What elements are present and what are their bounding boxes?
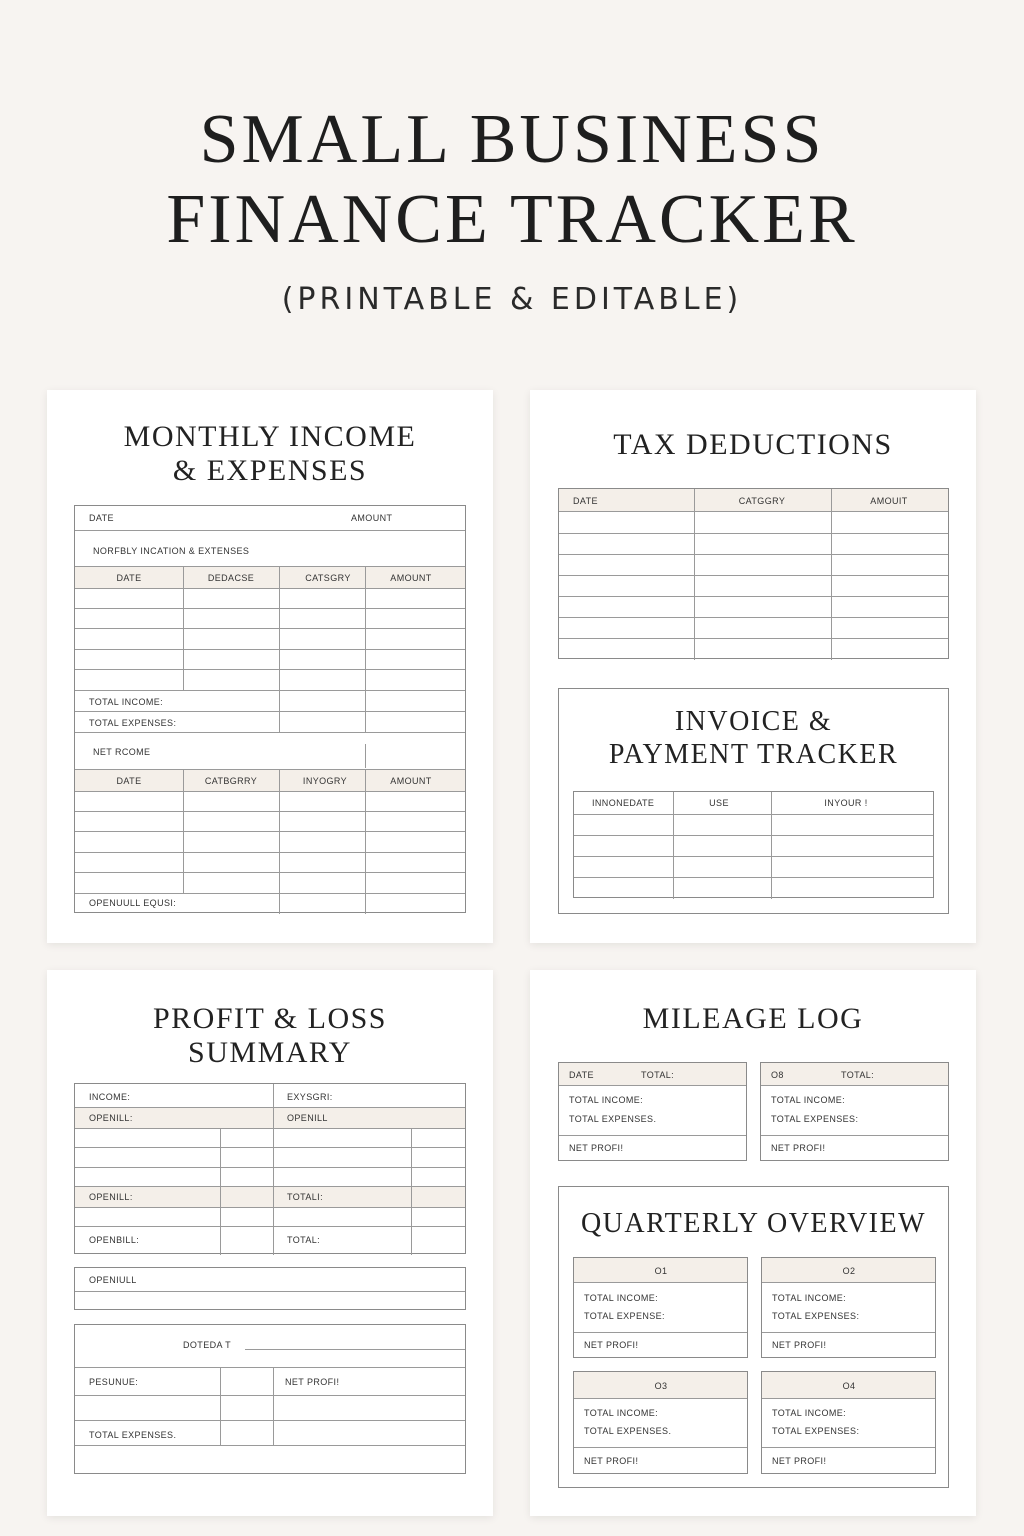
quarter-box-q4 <box>761 1371 936 1474</box>
q4-label: O4 <box>842 1381 856 1391</box>
main-title <box>0 0 1024 260</box>
pl-total-expenses: TOTAL EXPENSES. <box>89 1430 177 1440</box>
quarter-box-q2 <box>761 1257 936 1358</box>
invoice-table <box>573 791 934 898</box>
pl-openill-c: OPENILL: <box>89 1192 133 1202</box>
q1-income: TOTAL INCOME: <box>584 1293 659 1303</box>
invoice-header-amount: INYOUR ! <box>824 798 868 808</box>
q1-net: NET PROFI! <box>584 1340 639 1350</box>
net-income-label: NET RCOME <box>93 747 151 757</box>
section-label: NORFBLY INCATION & EXTENSES <box>93 546 250 556</box>
footer-label: OPENUULL EQUSI: <box>89 898 177 908</box>
page-title-mileage-log: MILEAGE LOG <box>642 1002 864 1035</box>
income-expenses-table <box>74 505 466 913</box>
t2-header-date: DATE <box>116 776 142 786</box>
mileage-right-expenses: TOTAL EXPENSES: <box>771 1114 859 1124</box>
quarterly-overview-box <box>558 1186 949 1488</box>
total-expenses-label: TOTAL EXPENSES: <box>89 718 177 728</box>
t1-header-date: DATE <box>116 573 142 583</box>
mileage-right-h2: TOTAL: <box>841 1070 875 1080</box>
main-title-line2: FINANCE TRACKER <box>166 181 858 258</box>
q3-label: O3 <box>654 1381 668 1391</box>
quarter-box-q1 <box>573 1257 748 1358</box>
q4-net: NET PROFI! <box>772 1456 827 1466</box>
mileage-left-box <box>558 1062 747 1161</box>
page-tax-invoice <box>530 390 976 943</box>
subtitle: (PRINTABLE & EDITABLE) <box>281 282 743 317</box>
invoice-title-line2: PAYMENT TRACKER <box>608 739 899 770</box>
tax-header-category: CATGGRY <box>738 496 786 506</box>
q1-label: O1 <box>654 1266 668 1276</box>
total-income-label: TOTAL INCOME: <box>89 697 164 707</box>
mileage-right-income: TOTAL INCOME: <box>771 1095 846 1105</box>
pl-net-profit: NET PROFI! <box>285 1377 340 1387</box>
mileage-right-net: NET PROFI! <box>771 1143 826 1153</box>
t1-header-amount: AMOUNT <box>390 573 432 583</box>
mileage-right-box <box>760 1062 949 1161</box>
t2-header-category: CATBGRRY <box>204 776 258 786</box>
invoice-header-date: INNONEDATE <box>592 798 655 808</box>
page-mileage-quarterly <box>530 970 976 1516</box>
q3-net: NET PROFI! <box>584 1456 639 1466</box>
t1-header-dedacse: DEDACSE <box>207 573 255 583</box>
pl-lower-block <box>74 1324 466 1474</box>
pl-income-label: INCOME: <box>89 1092 131 1102</box>
page-title-profit-loss <box>47 1002 493 1070</box>
pl-doteda: DOTEDA T <box>183 1340 232 1350</box>
page-profit-loss <box>47 970 493 1516</box>
pl-openill-b: OPENILL <box>287 1113 328 1123</box>
mileage-right-h1: O8 <box>771 1070 784 1080</box>
q1-expenses: TOTAL EXPENSE: <box>584 1311 665 1321</box>
pl-openill-a: OPENILL: <box>89 1113 133 1123</box>
tax-deductions-table <box>558 488 949 659</box>
page-title-income-expenses <box>47 420 493 488</box>
mileage-left-expenses: TOTAL EXPENSES. <box>569 1114 657 1124</box>
pl-upper-block <box>74 1083 466 1254</box>
pl-total-a: TOTALI: <box>287 1192 323 1202</box>
pl-pesunue: PESUNUE: <box>89 1377 139 1387</box>
invoice-title-line1: INVOICE & <box>674 706 833 737</box>
pl-title-line1: PROFIT & LOSS <box>152 1002 387 1035</box>
top-date-label: DATE <box>89 513 114 523</box>
q2-expenses: TOTAL EXPENSES: <box>772 1311 860 1321</box>
tax-header-amount: AMOUIT <box>870 496 908 506</box>
title-line2: & EXPENSES <box>172 454 368 487</box>
invoice-header-use: USE <box>709 798 729 808</box>
mileage-left-h2: TOTAL: <box>641 1070 675 1080</box>
q2-income: TOTAL INCOME: <box>772 1293 847 1303</box>
mileage-left-net: NET PROFI! <box>569 1143 624 1153</box>
top-amount-label: AMOUNT <box>351 513 393 523</box>
quarterly-title: QUARTERLY OVERVIEW <box>580 1208 927 1239</box>
header <box>0 0 1024 317</box>
q3-income: TOTAL INCOME: <box>584 1408 659 1418</box>
q2-label: O2 <box>842 1266 856 1276</box>
page-title-tax-deductions: TAX DEDUCTIONS <box>613 428 893 461</box>
q4-expenses: TOTAL EXPENSES: <box>772 1426 860 1436</box>
pl-openiull-block <box>74 1267 466 1310</box>
t2-header-amount: AMOUNT <box>390 776 432 786</box>
pl-title-line2: SUMMARY <box>188 1036 352 1069</box>
mileage-left-income: TOTAL INCOME: <box>569 1095 644 1105</box>
q2-net: NET PROFI! <box>772 1340 827 1350</box>
pl-openbill: OPENBILL: <box>89 1235 140 1245</box>
invoice-tracker-box <box>558 688 949 914</box>
page-monthly-income-expenses <box>47 390 493 943</box>
title-line1: MONTHLY INCOME <box>123 420 417 453</box>
mileage-left-h1: DATE <box>569 1070 594 1080</box>
q4-income: TOTAL INCOME: <box>772 1408 847 1418</box>
tax-header-date: DATE <box>573 496 598 506</box>
main-title-line1: SMALL BUSINESS <box>199 101 825 178</box>
pl-total-b: TOTAL: <box>287 1235 321 1245</box>
pl-exysgr-label: EXYSGRI: <box>287 1092 333 1102</box>
pl-openiull: OPENIULL <box>89 1275 137 1285</box>
invoice-title <box>559 705 948 771</box>
t1-header-category: CATSGRY <box>305 573 351 583</box>
t2-header-inyogry: INYOGRY <box>302 776 348 786</box>
q3-expenses: TOTAL EXPENSES. <box>584 1426 672 1436</box>
quarter-box-q3 <box>573 1371 748 1474</box>
